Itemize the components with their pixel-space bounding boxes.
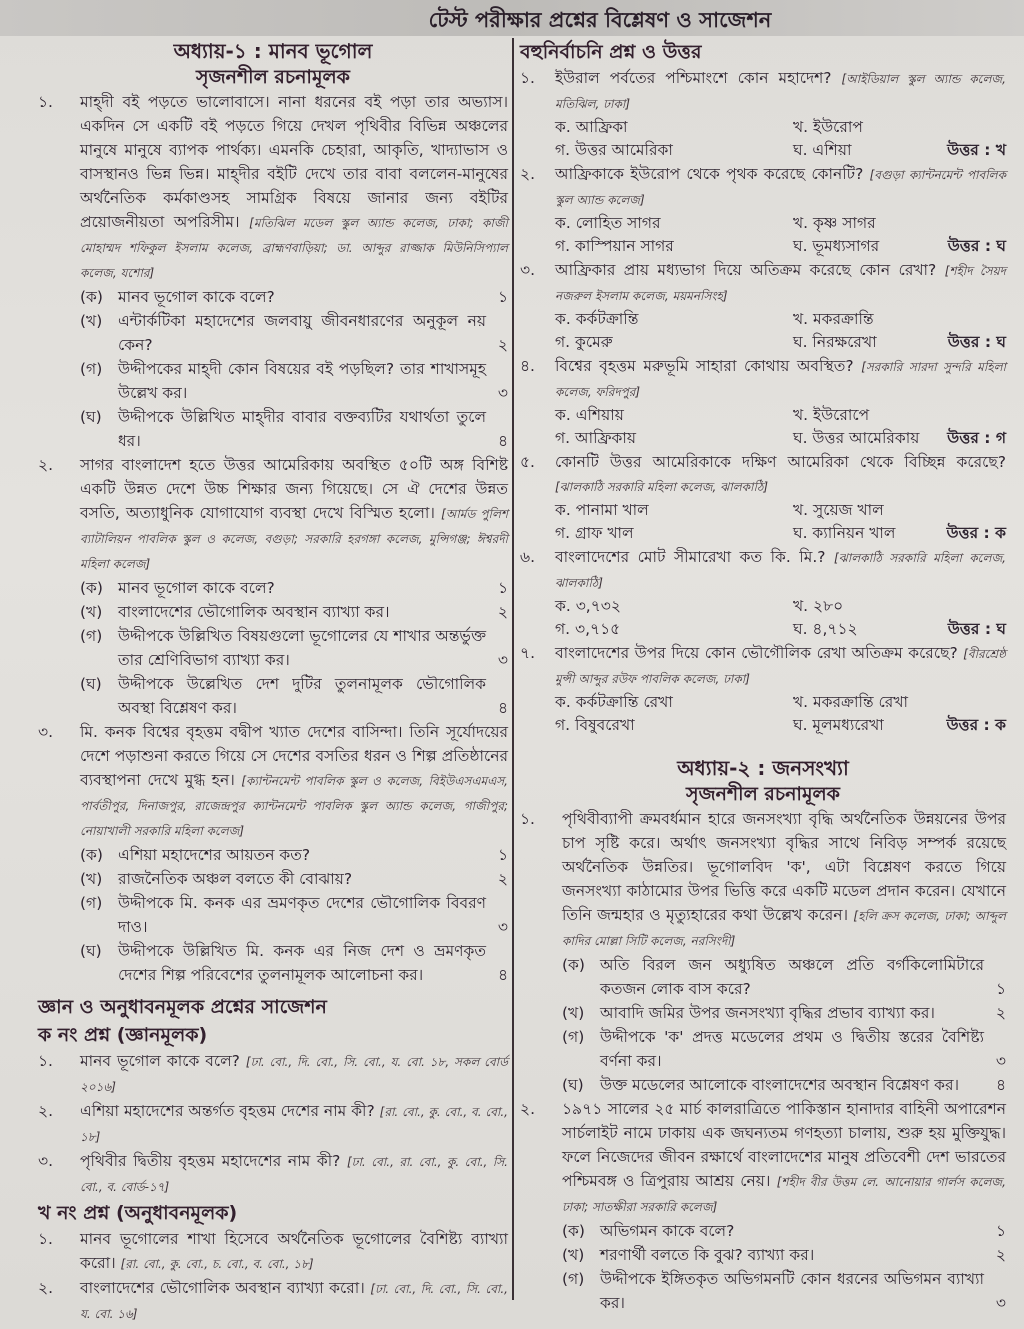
sub-question-marks: ১ xyxy=(497,846,508,864)
sub-question xyxy=(80,576,508,600)
question-source: [আইডিয়াল স্কুল অ্যান্ড কলেজ, মতিঝিল, ঢাকা] xyxy=(555,72,1006,111)
sub-question xyxy=(562,953,1006,1001)
mcq-option: ক. কর্কটক্রান্তি xyxy=(555,310,639,328)
mcq-answer: উত্তর : ক xyxy=(946,716,1006,734)
question-number: ৭. xyxy=(520,644,536,662)
page-header-band xyxy=(0,0,1024,36)
mcq-option: গ. ৩,৭১৫ xyxy=(555,620,621,638)
question-stem: ১৯৭১ সালের ২৫ মার্চ কালরাত্রিতে পাকিস্তান হানাদার বাহিনী অপারেশন সার্চলাইট নামে ঢাকায় এক জঘন্যতম গণহত্যা চালায়, শুরু হয় মুক্তিযুদ্ধ। ফলে নিজেদের জীবন রক্ষার্থে বাংলাদেশের মানুষ প্রতিবেশী দেশ ভারতের পশ্চিমবঙ্গ ও ত্রিপুরায় আশ্রয় নেয়। xyxy=(562,1100,1006,1190)
mcq-options xyxy=(555,308,1006,354)
sub-question-text: উদ্দীপকের মাহ্দী কোন বিষয়ের বই পড়ছিল? তার শাখাসমূহ উল্লেখ কর। xyxy=(118,360,486,402)
sub-question-text: মানব ভূগোল কাকে বলে? xyxy=(118,579,275,597)
sub-question-label: (খ) xyxy=(80,603,103,621)
mcq-options xyxy=(555,595,1006,641)
question-source: [হলি ক্রস কলেজ, ঢাকা; আব্দুল কাদির মোল্লা সিটি কলেজ, নরসিংদী] xyxy=(562,909,1006,948)
mcq-list xyxy=(520,66,1006,737)
sub-question-label: (ক) xyxy=(562,956,585,974)
sub-question-label: (গ) xyxy=(80,627,103,645)
mcq-options xyxy=(555,691,1006,737)
question-text: এশিয়া মহাদেশের অন্তর্গত বৃহত্তম দেশের নাম কী? xyxy=(80,1102,375,1120)
sub-question-text: উদ্দীপকে উল্লেখিত দেশ দুটির তুলনামূলক ভৌগোলিক অবস্থা বিশ্লেষণ কর। xyxy=(118,675,486,717)
sub-question-text: শরণার্থী বলতে কি বুঝ? ব্যাখ্যা কর। xyxy=(600,1246,815,1264)
sub-question-text: উদ্দীপকে ইঙ্গিতকৃত অভিগমনটি কোন ধরনের অভিগমন ব্যাখ্যা কর। xyxy=(600,1270,984,1312)
sub-question-label: (ঘ) xyxy=(80,942,102,960)
mcq-options xyxy=(555,116,1006,162)
sub-question xyxy=(562,1267,1006,1315)
sub-question xyxy=(80,843,508,867)
sub-question-text: উদ্দীপকে মি. কনক এর ভ্রমণকৃত দেশের ভৌগোলিক বিবরণ দাও। xyxy=(118,894,486,936)
question-number: ৪. xyxy=(520,357,535,375)
sub-question-marks: ২ xyxy=(497,336,508,354)
chapter-2-title: অধ্যায়-২ : জনসংখ্যা xyxy=(677,756,849,780)
mcq-option: ক. কর্কটক্রান্তি রেখা xyxy=(555,693,673,711)
sub-question-text: আবাদি জমির উপর জনসংখ্যা বৃদ্ধির প্রভাব ব্যাখ্যা কর। xyxy=(600,1004,935,1022)
mcq-item xyxy=(520,354,1006,450)
sub-question-marks: ৪ xyxy=(497,699,508,717)
sub-question-marks: ৩ xyxy=(995,1294,1006,1312)
spacer xyxy=(947,116,1006,139)
question-source: [রা. বো., কু. বো., ব. বো., ১৮] xyxy=(80,1105,508,1144)
question-stem: মি. কনক বিশ্বের বৃহত্তম বদ্বীপ খ্যাত দেশের বাসিন্দা। তিনি সূর্যোদয়ের দেশে পড়াশুনা করতে গিয়ে সে দেশের বসতির ধরন ও শিল্প প্রতিষ্ঠানের ব্যবস্থাপনা দেখে মুগ্ধ হন। xyxy=(80,723,508,789)
mcq-option: ঘ. ক্যানিয়ন খাল xyxy=(793,524,896,542)
sub-question-label: (খ) xyxy=(80,312,103,330)
question-text: আফ্রিকাকে ইউরোপ থেকে পৃথক করেছে কোনটি? xyxy=(555,165,864,183)
sub-question xyxy=(80,309,508,357)
sub-question-label: (ঘ) xyxy=(80,675,102,693)
ka-question-list xyxy=(38,1049,508,1199)
ka-section-title: ক নং প্রশ্ন (জ্ঞানমূলক) xyxy=(38,1024,208,1046)
sub-question-label: (গ) xyxy=(562,1270,585,1288)
question-source: [মতিঝিল মডেল স্কুল অ্যান্ড কলেজ, ঢাকা; কাজী মোহাম্মদ শফিকুল ইসলাম কলেজ, ব্রাহ্মণবাড়িয়া; ডা. আব্দুর রাজ্জাক মিউনিসিপ্যাল কলেজ, যশোর] xyxy=(80,216,508,280)
sub-question xyxy=(80,672,508,720)
mcq-option: ঘ. ৪,৭১২ xyxy=(793,620,858,638)
mcq-option: ক. এশিয়ায় xyxy=(555,406,624,424)
question-text: পৃথিবীর দ্বিতীয় বৃহত্তম মহাদেশের নাম কী? xyxy=(80,1152,341,1170)
sub-question-marks: ১ xyxy=(995,1222,1006,1240)
sub-question-text: মানব ভূগোল কাকে বলে? xyxy=(118,288,275,306)
short-question xyxy=(38,1149,508,1199)
question-stem: মাহ্দী বই পড়তে ভালোবাসে। নানা ধরনের বই পড়া তার অভ্যাস। একদিন সে একটি বই পড়তে গিয়ে দেখল পৃথিবীর বিভিন্ন অঞ্চলের মানুষে মানুষে ব্যাপক পার্থক্য। এমনকি চেহারা, আকৃতি, খাদ্যাভাস ও বাসস্থানও ভিন্ন ভিন্ন। মাহ্দীর বইটি দেখে তার বাবা বললেন-মানুষের অর্থনৈতিক কর্মকাণ্ডসহ সামগ্রিক বিষয়ে জানার জন্য বইটির প্রয়োজনীয়তা অপরিসীম। xyxy=(80,93,508,231)
mcq-item xyxy=(520,545,1006,641)
mcq-option: গ. আফ্রিকায় xyxy=(555,429,636,447)
question-number: ১. xyxy=(38,1230,53,1248)
question-number: ৩. xyxy=(38,1152,54,1170)
mcq-option: গ. কুমেরু xyxy=(555,333,613,351)
sub-question xyxy=(562,1001,1006,1025)
mcq-option: গ. উত্তর আমেরিকা xyxy=(555,141,673,159)
sub-question-marks: ৩ xyxy=(497,384,508,402)
spacer xyxy=(948,212,1006,235)
sub-question-marks: ২ xyxy=(995,1246,1006,1264)
question-number: ২. xyxy=(38,1279,54,1297)
sub-question-marks: ১ xyxy=(995,980,1006,998)
sub-question-marks: ৪ xyxy=(497,966,508,984)
mcq-option: খ. ইউরোপে xyxy=(793,406,870,424)
short-question xyxy=(38,1227,508,1276)
sub-question-label: (গ) xyxy=(80,894,103,912)
sub-question xyxy=(80,405,508,453)
sub-question-marks: ৩ xyxy=(995,1052,1006,1070)
sub-question-marks: ১ xyxy=(497,288,508,306)
spacer xyxy=(948,595,1006,618)
question-text: বাংলাদেশের ভৌগোলিক অবস্থান ব্যাখ্যা করো। xyxy=(80,1279,365,1297)
chapter-1-creative-questions xyxy=(38,90,508,987)
chapter-2-creative-questions xyxy=(520,807,1006,1315)
sub-question xyxy=(80,867,508,891)
mcq-item xyxy=(520,162,1006,258)
question-source: [রা. বো., কু. বো., চ. বো., ব. বো., ১৮] xyxy=(120,1257,314,1271)
sub-question-label: (ক) xyxy=(80,579,103,597)
sub-question xyxy=(562,1073,1006,1097)
mcq-option: ক. ৩,৭৩২ xyxy=(555,597,621,615)
mcq-item xyxy=(520,450,1006,545)
column-divider xyxy=(512,38,514,1300)
sub-question-text: উদ্দীপকে উল্লিখিত মাহ্দীর বাবার বক্তব্যটির যথার্থতা তুলে ধর। xyxy=(118,408,486,450)
creative-question xyxy=(38,90,508,453)
question-text: মানব ভূগোলের শাখা হিসেবে অর্থনৈতিক ভূগোলের বৈশিষ্ট্য ব্যাখ্যা করো। xyxy=(80,1230,508,1272)
sub-question xyxy=(80,600,508,624)
creative-question xyxy=(520,1097,1006,1315)
creative-question xyxy=(38,453,508,720)
question-source: [ঝালকাঠি সরকারি মহিলা কলেজ, ঝালকাঠি] xyxy=(555,480,769,494)
sub-question-label: (ক) xyxy=(80,288,103,306)
mcq-answer: উত্তর : খ xyxy=(947,141,1006,159)
mcq-option: খ. ২৮০ xyxy=(793,597,844,615)
left-column xyxy=(38,38,508,1326)
sub-question-marks: ১ xyxy=(497,579,508,597)
sub-question-text: উদ্দীপকে উল্লিখিত বিষয়গুলো ভূগোলের যে শাখার অন্তর্ভুক্ত তার শ্রেণিবিভাগ ব্যাখ্যা কর। xyxy=(118,627,486,669)
sub-question-marks: ৩ xyxy=(497,651,508,669)
sub-question-text: এন্টার্কটিকা মহাদেশের জলবায়ু জীবনধারণের অনুকূল নয় কেন? xyxy=(118,312,486,354)
sub-question-label: (খ) xyxy=(80,870,103,888)
question-source: [শহীদ বীর উত্তম লে. আনোয়ার গার্লস কলেজ, ঢাকা; সাতক্ষীরা সরকারি কলেজ] xyxy=(562,1175,1006,1214)
sub-question-text: অভিগমন কাকে বলে? xyxy=(600,1222,735,1240)
suggestion-title: জ্ঞান ও অনুধাবনমূলক প্রশ্নের সাজেশন xyxy=(38,996,327,1018)
mcq-options xyxy=(555,404,1006,450)
sub-question-label: (গ) xyxy=(80,360,103,378)
sub-question-text: উক্ত মডেলের আলোকে বাংলাদেশের অবস্থান বিশ্লেষণ কর। xyxy=(600,1076,960,1094)
mcq-option: খ. ইউরোপ xyxy=(793,118,863,136)
mcq-answer: উত্তর : ঘ xyxy=(947,333,1006,351)
sub-question xyxy=(562,1243,1006,1267)
creative-question xyxy=(38,720,508,987)
short-question xyxy=(38,1276,508,1326)
question-number: ২. xyxy=(38,456,54,474)
mcq-option: ক. লোহিত সাগর xyxy=(555,214,661,232)
question-number: ১. xyxy=(38,93,53,111)
mcq-option: ক. আফ্রিকা xyxy=(555,118,628,136)
sub-question-label: (ঘ) xyxy=(80,408,102,426)
sub-question xyxy=(80,285,508,309)
question-number: ২. xyxy=(520,1100,536,1118)
question-source: [আর্মড পুলিশ ব্যাটালিয়ন পাবলিক স্কুল ও কলেজ, বগুড়া; সরকারি হরগঙ্গা কলেজ, মুন্সিগঞ্জ; ঈশ্বরদী মহিলা কলেজ] xyxy=(80,507,508,571)
sub-question-label: (ঘ) xyxy=(562,1076,584,1094)
mcq-option: খ. মকরক্রান্তি xyxy=(793,310,874,328)
mcq-option: খ. সুয়েজ খাল xyxy=(793,501,884,519)
mcq-option: ক. পানামা খাল xyxy=(555,501,649,519)
mcq-section-title: বহুনির্বাচনি প্রশ্ন ও উত্তর xyxy=(520,41,702,63)
sub-question xyxy=(80,624,508,672)
mcq-answer: উত্তর : ঘ xyxy=(947,237,1006,255)
page-title: টেস্ট পরীক্ষার প্রশ্নের বিশ্লেষণ ও সাজেশন xyxy=(428,8,772,32)
sub-question xyxy=(80,891,508,939)
question-source: [বগুড়া ক্যান্টনমেন্ট পাবলিক স্কুল অ্যান্ড কলেজ] xyxy=(555,168,1006,207)
chapter-1-title: অধ্যায়-১ : মানব ভূগোল xyxy=(173,39,373,63)
question-text: কোনটি উত্তর আমেরিকাকে দক্ষিণ আমেরিকা থেকে বিচ্ছিন্ন করেছে? xyxy=(555,453,1006,471)
sub-question-marks: ৪ xyxy=(497,432,508,450)
right-column xyxy=(520,38,1006,1315)
mcq-option: ঘ. এশিয়া xyxy=(793,141,852,159)
question-number: ২. xyxy=(520,165,536,183)
question-text: আফ্রিকার প্রায় মধ্যভাগ দিয়ে অতিক্রম করেছে কোন রেখা? xyxy=(555,261,937,279)
question-number: ১. xyxy=(520,69,535,87)
question-source: [ঢা. বো., রা. বো., কু. বো., সি. বো., ব. বোর্ড-১৭] xyxy=(80,1155,509,1194)
chapter-2-section-title: সৃজনশীল রচনামূলক xyxy=(686,783,840,805)
mcq-item xyxy=(520,258,1006,354)
sub-question-label: (ক) xyxy=(80,846,103,864)
sub-question xyxy=(80,939,508,987)
mcq-option: ঘ. ভূমধ্যসাগর xyxy=(793,237,880,255)
sub-question-marks: ২ xyxy=(995,1004,1006,1022)
short-question xyxy=(38,1099,508,1149)
mcq-option: ঘ. মূলমধ্যরেখা xyxy=(793,716,884,734)
mcq-option: খ. মকরক্রান্তি রেখা xyxy=(793,693,908,711)
mcq-option: গ. কাস্পিয়ান সাগর xyxy=(555,237,674,255)
sub-question-text: উদ্দীপকে উল্লিখিত মি. কনক এর নিজ দেশ ও ভ্রমণকৃত দেশের শিল্প পরিবেশের তুলনামূলক আলোচনা কর। xyxy=(118,942,486,984)
mcq-option: গ. গ্রাফ খাল xyxy=(555,524,634,542)
question-source: [শহীদ সৈয়দ নজরুল ইসলাম কলেজ, ময়মনসিংহ] xyxy=(555,264,1006,303)
mcq-options xyxy=(555,212,1006,258)
question-number: ৫. xyxy=(520,453,535,471)
sub-question-marks: ৪ xyxy=(995,1076,1006,1094)
question-stem: সাগর বাংলাদেশ হতে উত্তর আমেরিকায় অবস্থিত ৫০টি অঙ্গ বিশিষ্ট একটি উন্নত দেশে উচ্চ শিক্ষার জন্য গিয়েছে। সে ঐ দেশের উন্নত বসতি, অত্যাধুনিক যোগাযোগ ব্যবস্থা দেখে বিস্মিত হলো। xyxy=(80,456,508,522)
question-source: [ঝালকাঠি সরকারি মহিলা কলেজ, ঝালকাঠি] xyxy=(555,551,1007,590)
question-source: [সরকারি সারদা সুন্দরি মহিলা কলেজ, ফরিদপুর] xyxy=(555,360,1007,399)
sub-question-text: অতি বিরল জন অধ্যুষিত অঞ্চলে প্রতি বর্গকিলোমিটারে কতজন লোক বাস করে? xyxy=(600,956,984,998)
question-stem: পৃথিবীব্যাপী ক্রমবর্ধমান হারে জনসংখ্যা বৃদ্ধি অর্থনৈতিক উন্নয়নের উপর চাপ সৃষ্টি করে। অর্থাৎ জনসংখ্যা বৃদ্ধির সাথে নিবিড় সম্পর্ক রয়েছে অর্থনৈতিক উন্নতির। ভূগোলবিদ 'ক', এটা বিশ্লেষণ করতে গিয়ে জনসংখ্যা কাঠামোর উপর ভিত্তি করে একটি মডেল প্রদান করেন। যেখানে তিনি জন্মহার ও মৃত্যুহারের কথা উল্লেখ করেন। xyxy=(562,810,1006,924)
mcq-option: খ. কৃষ্ণ সাগর xyxy=(793,214,876,232)
sub-question-text: রাজনৈতিক অঞ্চল বলতে কী বোঝায়? xyxy=(118,870,353,888)
kha-section-title: খ নং প্রশ্ন (অনুধাবনমূলক) xyxy=(38,1202,238,1224)
mcq-item xyxy=(520,66,1006,162)
sub-question xyxy=(80,357,508,405)
mcq-option: গ. বিষুবরেখা xyxy=(555,716,635,734)
question-source: [ঢা. বো., দি. বো., সি. বো., য. বো. ১৮, সকল বোর্ড ২০১৬] xyxy=(80,1055,508,1094)
mcq-answer: উত্তর : গ xyxy=(947,429,1006,447)
sub-question-marks: ২ xyxy=(497,870,508,888)
sub-question-label: (গ) xyxy=(562,1028,585,1046)
sub-question-label: (খ) xyxy=(562,1246,585,1264)
spacer xyxy=(947,404,1006,427)
question-number: ৩. xyxy=(520,261,536,279)
mcq-answer: উত্তর : ক xyxy=(946,524,1006,542)
question-number: ১. xyxy=(520,810,535,828)
question-number: ১. xyxy=(38,1052,53,1070)
mcq-item xyxy=(520,641,1006,737)
question-number: ৩. xyxy=(38,723,54,741)
spacer xyxy=(948,308,1006,331)
question-text: বিশ্বের বৃহত্তম মরুভূমি সাহারা কোথায় অবস্থিত? xyxy=(555,357,854,375)
question-number: ২. xyxy=(38,1102,54,1120)
creative-question xyxy=(520,807,1006,1097)
sub-question-label: (খ) xyxy=(562,1004,585,1022)
question-text: বাংলাদেশের মোট সীমারেখা কত কি. মি.? xyxy=(555,548,826,566)
spacer xyxy=(946,691,1006,714)
sub-question xyxy=(562,1025,1006,1073)
sub-question-marks: ৩ xyxy=(497,918,508,936)
question-source: [ঢা. বো., দি. বো., সি. বো., য. বো. ১৬] xyxy=(80,1282,508,1321)
sub-question-text: বাংলাদেশের ভৌগোলিক অবস্থান ব্যাখ্যা কর। xyxy=(118,603,390,621)
mcq-option: ঘ. নিরক্ষরেখা xyxy=(793,333,877,351)
question-text: বাংলাদেশের উপর দিয়ে কোন ভৌগৌলিক রেখা অতিক্রম করেছে? xyxy=(555,644,958,662)
sub-question-text: উদ্দীপকে 'ক' প্রদত্ত মডেলের প্রথম ও দ্বিতীয় স্তরের বৈশিষ্ট্য বর্ণনা কর। xyxy=(600,1028,984,1070)
question-source: [বীরশ্রেষ্ঠ মুন্সী আব্দুর রউফ পাবলিক কলেজ, ঢাকা] xyxy=(555,647,1006,686)
question-text: ইউরাল পর্বতের পশ্চিমাংশে কোন মহাদেশ? xyxy=(555,69,832,87)
sub-question-label: (ক) xyxy=(562,1222,585,1240)
mcq-options xyxy=(555,499,1006,545)
sub-question xyxy=(562,1219,1006,1243)
kha-question-list xyxy=(38,1227,508,1326)
short-question xyxy=(38,1049,508,1099)
question-text: মানব ভূগোল কাকে বলে? xyxy=(80,1052,240,1070)
chapter-1-section-title: সৃজনশীল রচনামূলক xyxy=(196,66,350,88)
question-source: [ক্যান্টনমেন্ট পাবলিক স্কুল ও কলেজ, বিইউএসএমএস, পার্বতীপুর, দিনাজপুর, রাজেন্দ্রপুর ক্যান্টনমেন্ট পাবলিক স্কুল অ্যান্ড কলেজ, গাজীপুর; নোয়াখালী সরকারি মহিলা কলেজ] xyxy=(80,774,508,838)
mcq-answer: উত্তর : ঘ xyxy=(947,620,1006,638)
question-number: ৬. xyxy=(520,548,536,566)
sub-question-text: এশিয়া মহাদেশের আয়তন কত? xyxy=(118,846,311,864)
spacer xyxy=(946,499,1006,522)
mcq-option: ঘ. উত্তর আমেরিকায় xyxy=(793,429,920,447)
sub-question-marks: ২ xyxy=(497,603,508,621)
